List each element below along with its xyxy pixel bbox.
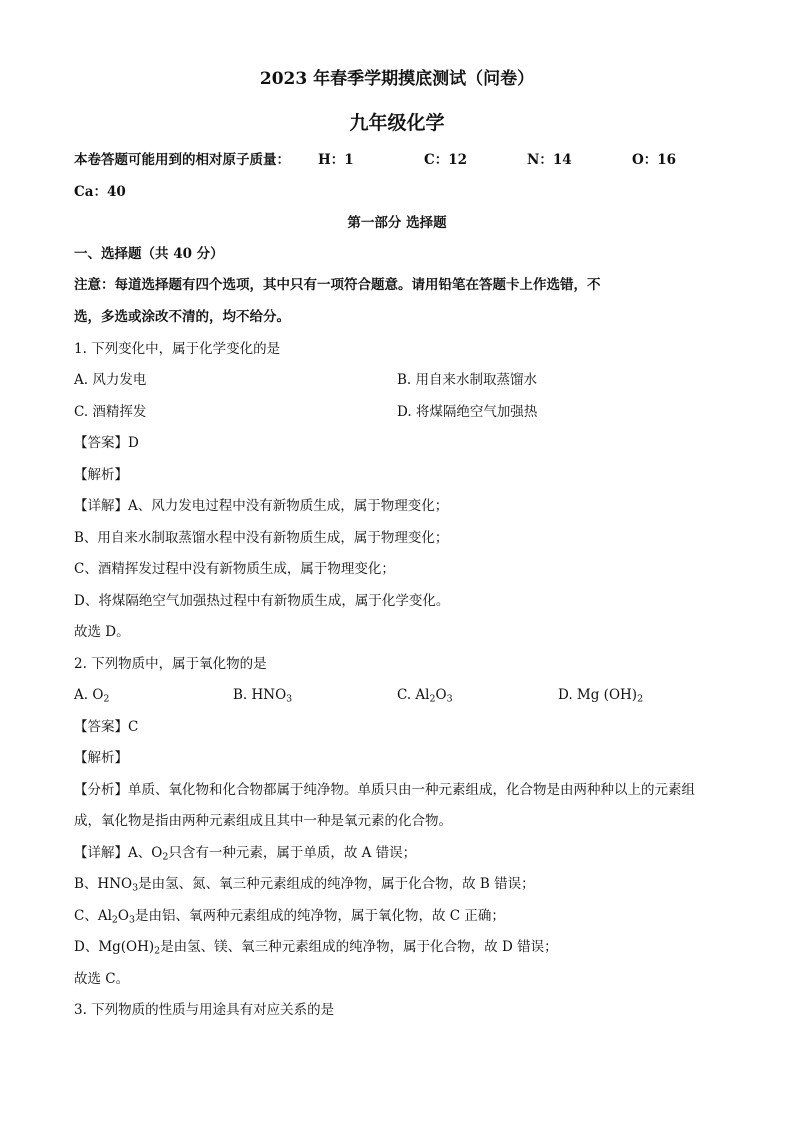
exam-title: 2023 年春季学期摸底测试（问卷） [259, 69, 535, 89]
q1-detail-a: 【详解】A、风力发电过程中没有新物质生成，属于物理变化； [74, 498, 449, 514]
q2-option-b: B. $HNO_3$ [233, 687, 293, 705]
mass-ca: Ca：40 [74, 184, 126, 200]
notice-line-1: 注意：每道选择题有四个选项，其中只有一项符合题意。请用铅笔在答题卡上作选错，不 [74, 277, 601, 293]
q2-option-a: A. $O_2$ [74, 687, 110, 705]
q2-detail-b: B、$HNO_3$是由氢、氮、氧三种元素组成的纯净物，属于化合物，故 B 错误； [74, 876, 535, 894]
mass-o: O：16 [632, 152, 677, 168]
q1-conclusion: 故选 D。 [74, 624, 130, 640]
q2-analysis-label: 【解析】 [74, 750, 128, 766]
q2-detail-a: 【详解】A、$O_2$只含有一种元素，属于单质，故 A 错误； [74, 845, 417, 863]
part-title: 第一部分 选择题 [347, 215, 447, 231]
q2-fenxi-line-2: 成，氧化物是指由两种元素组成且其中一种是氧元素的化合物。 [74, 813, 452, 829]
atomic-masses-prefix: 本卷答题可能用到的相对原子质量： [74, 152, 290, 168]
q1-option-c: C. 酒精挥发 [74, 404, 147, 420]
q1-detail-c: C、酒精挥发过程中没有新物质生成，属于物理变化； [74, 561, 395, 577]
section-title: 一、选择题（共 40 分） [74, 246, 224, 262]
mass-c: C：12 [424, 152, 468, 168]
q1-option-a: A. 风力发电 [74, 372, 147, 388]
q2-option-d: D. Mg $(OH)_2$ [558, 687, 644, 705]
exam-subtitle: 九年级化学 [349, 112, 445, 134]
notice-line-2: 选，多选或涂改不清的，均不给分。 [74, 309, 290, 325]
q2-stem: 2. 下列物质中，属于氧化物的是 [74, 656, 267, 672]
q2-detail-d: D、$Mg(OH)_2$是由氢、镁、氧三种元素组成的纯净物，属于化合物，故 D 错误； [74, 939, 558, 957]
q1-analysis-label: 【解析】 [74, 467, 128, 483]
q2-conclusion: 故选 C。 [74, 971, 130, 987]
q2-detail-c: C、$Al_2O_3$是由铝、氧两种元素组成的纯净物，属于氧化物，故 C 正确； [74, 908, 505, 926]
q3-stem: 3. 下列物质的性质与用途具有对应关系的是 [74, 1002, 335, 1018]
q1-stem: 1. 下列变化中，属于化学变化的是 [74, 341, 281, 357]
q1-option-b: B. 用自来水制取蒸馏水 [397, 372, 538, 388]
mass-n: N：14 [527, 152, 572, 168]
mass-h: H：1 [318, 152, 354, 168]
q2-fenxi-line-1: 【分析】单质、氧化物和化合物都属于纯净物。单质只由一种元素组成，化合物是由两种种以上的元素组 [74, 782, 695, 798]
q1-answer: 【答案】D [74, 435, 139, 451]
q1-detail-b: B、用自来水制取蒸馏水程中没有新物质生成，属于物理变化； [74, 530, 449, 546]
q2-option-c: C. $Al_2O_3$ [397, 687, 453, 705]
q1-option-d: D. 将煤隔绝空气加强热 [397, 404, 538, 420]
q1-detail-d: D、将煤隔绝空气加强热过程中有新物质生成，属于化学变化。 [74, 593, 450, 609]
q2-answer: 【答案】C [74, 719, 139, 735]
